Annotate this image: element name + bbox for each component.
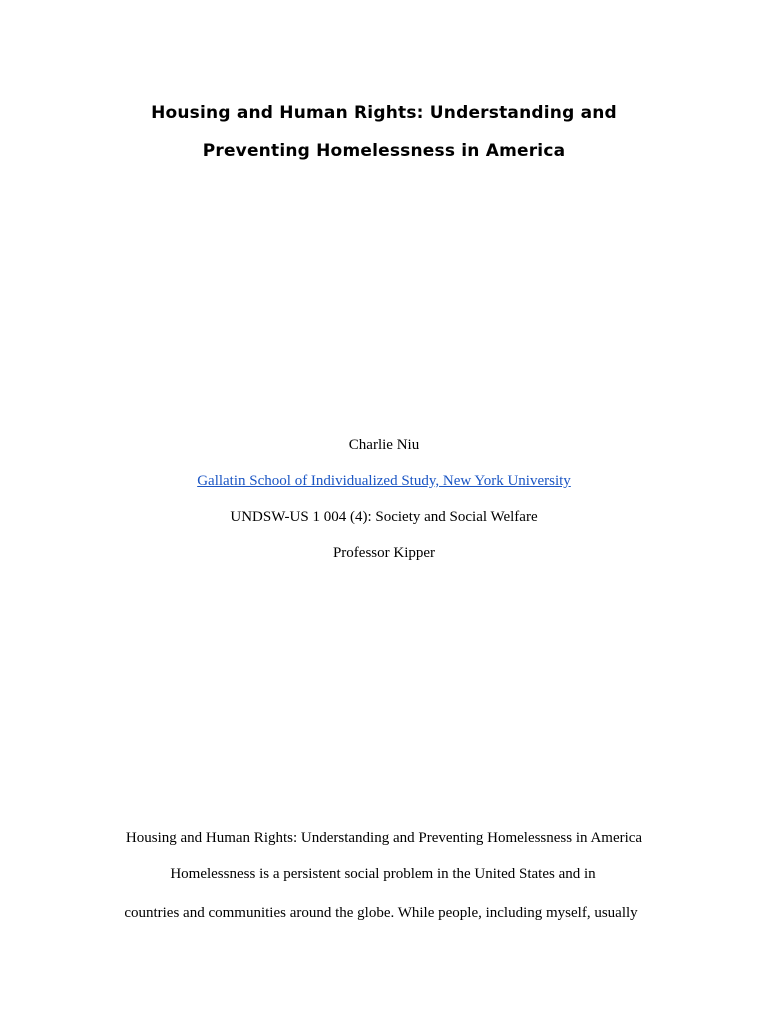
paragraph-line-2: countries and communities around the globe. While people, including myself, usually <box>124 905 638 921</box>
course-line: UNDSW-US 1 004 (4): Society and Social Welfare <box>230 509 538 525</box>
title-line-2: Preventing Homelessness in America <box>202 141 566 161</box>
author-name: Charlie Niu <box>348 437 420 453</box>
professor-line: Professor Kipper <box>332 545 436 561</box>
institution-line <box>0 471 768 491</box>
title-line-1: Housing and Human Rights: Understanding and <box>151 103 617 123</box>
paragraph-line-1: Homelessness is a persistent social problem in the United States and in <box>170 866 596 882</box>
institution-link[interactable]: Gallatin School of Individualized Study, New York University <box>197 473 571 489</box>
body-heading: Housing and Human Rights: Understanding and Preventing Homelessness in America <box>125 830 643 846</box>
